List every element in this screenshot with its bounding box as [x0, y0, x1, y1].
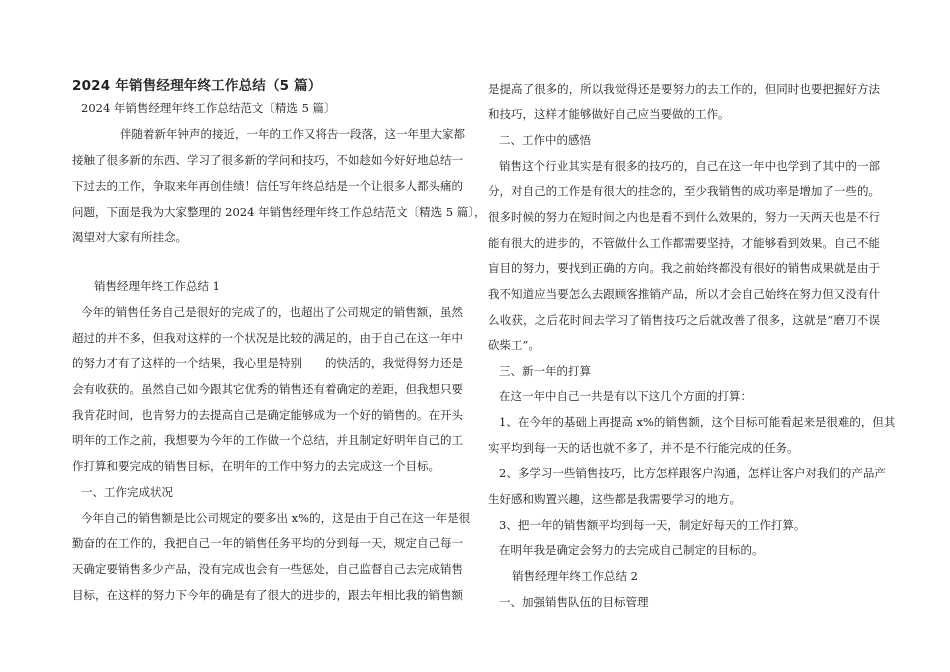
text-line: 分，对自己的工作是有很大的挂念的，至少我销售的成功率是增加了一些的。 — [488, 184, 880, 198]
text-line: 我不知道应当要怎么去跟顾客推销产品，所以才会自己始终在努力但又没有什 — [488, 287, 880, 301]
text-line: 很多时候的努力在短时间之内也是看不到什么效果的，努力一天两天也是不行 — [488, 210, 880, 224]
list-item: 3、把一年的销售额平均到每一天，制定好每天的工作打算。 — [499, 518, 806, 532]
text-line: 能有很大的进步的，不管做什么工作都需要坚持，才能够看到效果。自己不能 — [488, 236, 880, 250]
text-line: 么收获，之后花时间去学习了销售技巧之后就改善了很多，这就是“磨刀不误 — [488, 313, 880, 327]
text-line: 砍柴工”。 — [488, 338, 540, 352]
text-line: 天确定要销售多少产品，没有完成也会有一些惩处，自己监督自己去完成销售 — [72, 562, 463, 576]
text-line: 销售这个行业其实是有很多的技巧的，自己在这一年中也学到了其中的一部 — [499, 159, 880, 173]
text-line: 渴望对大家有所挂念。 — [72, 230, 187, 244]
text-line: 和技巧，这样才能够做好自己应当要做的工作。 — [488, 107, 730, 121]
text-line: 在这一年中自己一共是有以下这几个方面的打算： — [499, 389, 752, 403]
list-item: 2、多学习一些销售技巧，比方怎样跟客户沟通，怎样让客户对我们的产品产 — [499, 466, 886, 480]
text-line: 盲目的努力，要找到正确的方向。我之前始终都没有很好的销售成果就是由于 — [488, 261, 880, 275]
text-line: 目标，在这样的努力下今年的确是有了很大的进步的，跟去年相比我的销售额 — [72, 588, 463, 602]
text-line: 伴随着新年钟声的接近，一年的工作又将告一段落，这一年里大家都 — [120, 127, 465, 141]
section-heading: 三、新一年的打算 — [499, 364, 591, 378]
text-line: 生好感和购置兴趣，这些都是我需要学习的地方。 — [488, 492, 741, 506]
subtitle-line: 2024 年销售经理年终工作总结范文〔精选 5 篇〕 — [81, 101, 336, 115]
text-line: 下过去的工作，争取来年再创佳绩！信任写年终总结是一个让很多人都头痛的 — [72, 179, 463, 193]
section-heading: 一、工作完成状况 — [81, 485, 173, 499]
text-line: 今年自己的销售额是比公司规定的要多出 x%的，这是由于自己在这一年是很 — [81, 511, 471, 525]
text-line: 的努力才有了这样的一个结果，我心里是特别 的快活的，我觉得努力还是 — [72, 356, 463, 370]
text-line: 问题，下面是我为大家整理的 2024 年销售经理年终工作总结范文〔精选 5 篇〕， — [72, 205, 486, 219]
text-line: 接触了很多新的东西、学习了很多新的学问和技巧，不如趁如今好好地总结一 — [72, 153, 463, 167]
list-item: 1、在今年的基础上再提高 x%的销售额，这个目标可能看起来是很难的，但其 — [499, 415, 896, 429]
text-line: 实平均到每一天的话也就不多了，并不是不行能完成的任务。 — [488, 441, 799, 455]
text-line: 明年的工作之前，我想要为今年的工作做一个总结，并且制定好明年自己的工 — [72, 433, 463, 447]
text-line: 今年的销售任务自己是很好的完成了的，也超出了公司规定的销售额，虽然 — [81, 305, 463, 319]
section-heading: 销售经理年终工作总结 1 — [94, 279, 220, 293]
text-line: 在明年我是确定会努力的去完成自己制定的目标的。 — [499, 543, 764, 557]
text-line: 是提高了很多的，所以我觉得还是要努力的去工作的，但同时也要把握好方法 — [488, 82, 880, 96]
text-line: 作打算和要完成的销售目标，在明年的工作中努力的去完成这一个目标。 — [72, 459, 440, 473]
text-line: 我肯花时间，也肯努力的去提高自己是确定能够成为一个好的销售的。在开头 — [72, 408, 463, 422]
text-line: 会有收获的。虽然自己如今跟其它优秀的销售还有着确定的差距，但我想只要 — [72, 382, 463, 396]
text-line: 超过的并不多，但我对这样的一个状况是比较的满足的，由于自己在这一年中 — [72, 331, 463, 345]
section-heading: 一、加强销售队伍的目标管理 — [499, 595, 649, 609]
section-heading: 销售经理年终工作总结 2 — [512, 569, 638, 583]
section-heading: 二、工作中的感悟 — [499, 133, 591, 147]
document-title: 2024 年销售经理年终工作总结（5 篇） — [72, 78, 322, 94]
text-line: 勤奋的在工作的，我把自己一年的销售任务平均的分到每一天，规定自己每一 — [72, 536, 463, 550]
